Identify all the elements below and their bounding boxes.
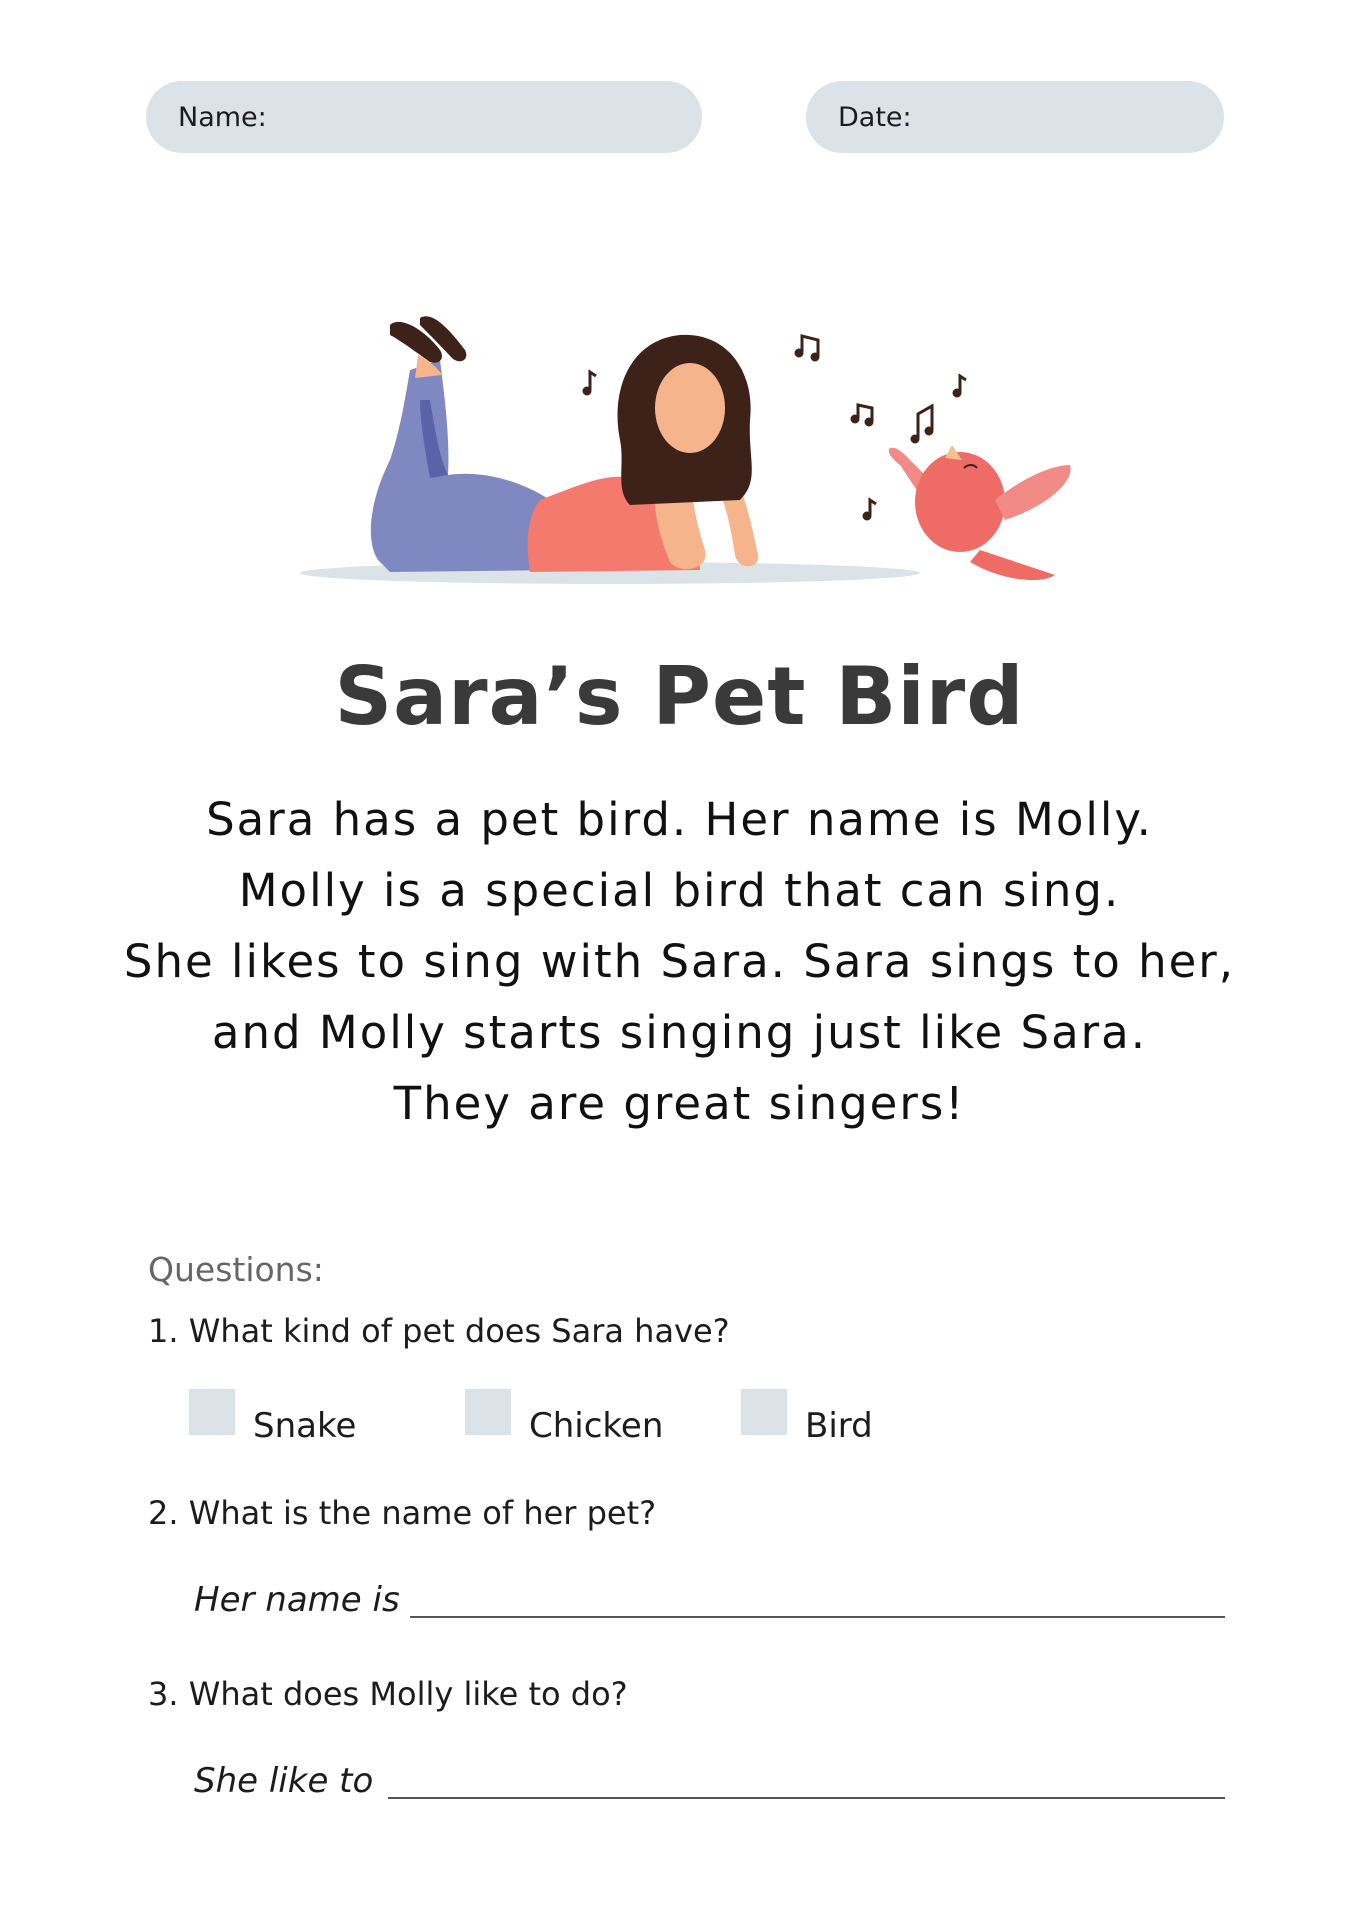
question-2: 2. What is the name of her pet? bbox=[148, 1494, 657, 1532]
girl-face bbox=[655, 363, 725, 453]
story-text bbox=[0, 784, 1359, 1139]
story-line: and Molly starts singing just like Sara. bbox=[211, 1006, 1148, 1059]
option-label: Chicken bbox=[529, 1406, 664, 1446]
story-line: Molly is a special bird that can sing. bbox=[238, 864, 1121, 917]
option-label: Snake bbox=[253, 1406, 357, 1446]
bird-icon bbox=[889, 445, 1071, 580]
worksheet-title: Sara’s Pet Bird bbox=[334, 650, 1025, 743]
story-line: She likes to sing with Sara. Sara sings to her, bbox=[123, 935, 1236, 988]
checkbox-bird[interactable] bbox=[741, 1389, 787, 1435]
answer-prefix-2: Her name is bbox=[194, 1580, 400, 1620]
answer-line-3[interactable] bbox=[388, 1797, 1225, 1799]
answer-line-2[interactable] bbox=[410, 1616, 1225, 1618]
answer-prefix-3: She like to bbox=[194, 1761, 374, 1801]
questions-heading: Questions: bbox=[148, 1250, 324, 1289]
name-label: Name: bbox=[178, 101, 267, 133]
story-line: Sara has a pet bird. Her name is Molly. bbox=[206, 793, 1153, 846]
girl-and-bird-illustration bbox=[280, 300, 1080, 600]
option-bird[interactable] bbox=[741, 1390, 873, 1446]
checkbox-snake[interactable] bbox=[189, 1389, 235, 1435]
option-label: Bird bbox=[805, 1406, 873, 1446]
question-3: 3. What does Molly like to do? bbox=[148, 1675, 628, 1713]
checkbox-chicken[interactable] bbox=[465, 1389, 511, 1435]
option-snake[interactable] bbox=[189, 1390, 357, 1446]
date-field[interactable] bbox=[806, 81, 1224, 153]
story-line: They are great singers! bbox=[393, 1077, 966, 1130]
date-label: Date: bbox=[838, 101, 912, 133]
option-chicken[interactable] bbox=[465, 1390, 664, 1446]
question-1: 1. What kind of pet does Sara have? bbox=[148, 1312, 730, 1350]
name-field[interactable] bbox=[146, 81, 702, 153]
